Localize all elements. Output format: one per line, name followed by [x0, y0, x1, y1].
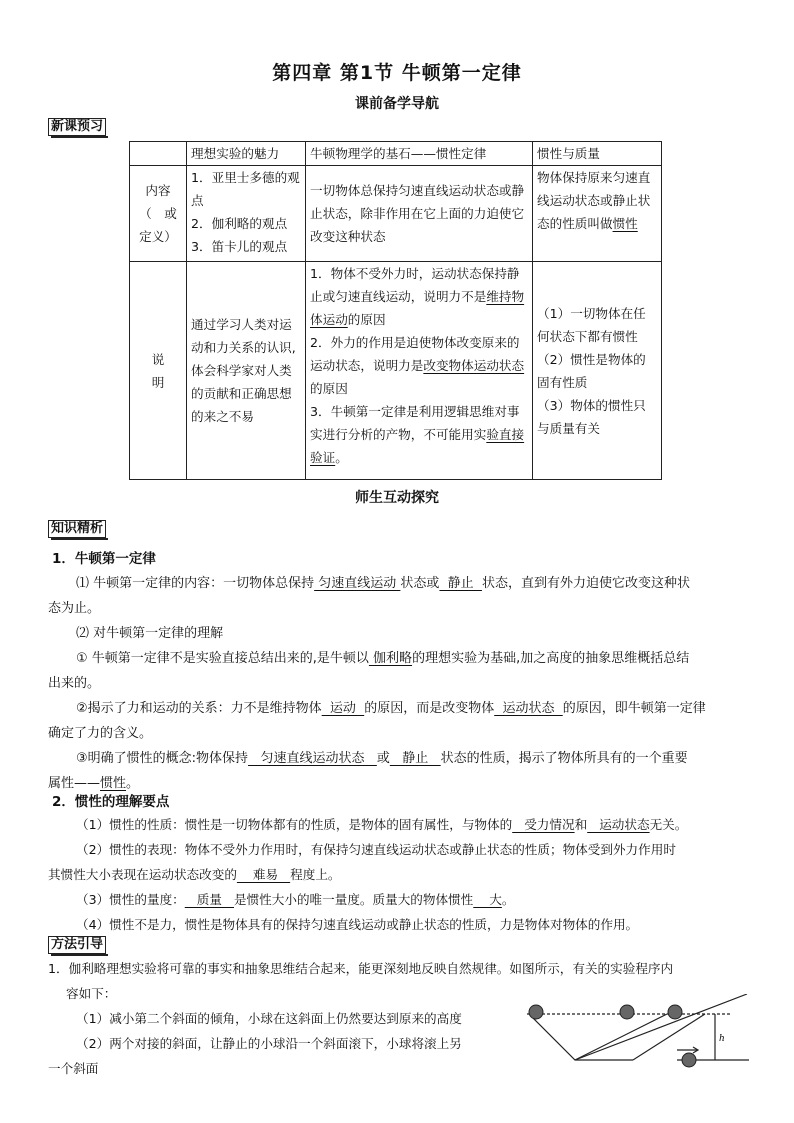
page-title: 第四章 第1节 牛顿第一定律 [272, 62, 522, 84]
steep-incline [575, 994, 747, 1060]
heading-inertia: 2．惯性的理解要点 [52, 794, 170, 810]
galileo-inclined-plane-figure [527, 994, 749, 1069]
tag-knowledge: 知识精析 [48, 520, 106, 538]
header-cell: 惯性与质量 [533, 142, 662, 166]
section-subtitle-interaction: 师生互动探究 [355, 490, 439, 506]
height-label: h [719, 1034, 725, 1044]
paragraph: （1）惯性的性质：惯性是一切物体都有的性质，是物体的固有属性，与物体的 受力情况和 运动状态无关。 （2）惯性的表现：物体不受外力作用时，有保持匀速直线运动状态或静止状态的性质；物体受到外力作用时 其惯性大小表现在运动状态改变的 难易 程度上。 （3）惯性的量度： 质量 是惯性大小的唯一量度。质量大的物体惯性 大。 （4）惯性不是力，惯性是物体具有的保持匀速直线运动或静止状态的性质，力是物体对物体的作用。 [48, 817, 688, 932]
table-header-row [130, 142, 662, 166]
heading-newton-first-law: 1．牛顿第一定律 [52, 551, 156, 567]
table-cell: 通过学习人类对运动和力关系的认识,体会科学家对人类的贡献和正确思想的来之不易 [187, 262, 306, 480]
table-row [130, 262, 662, 480]
ball-ground [682, 1053, 696, 1067]
table-cell: 1．亚里士多德的观点 2．伽利略的观点 3．笛卡儿的观点 [187, 166, 306, 262]
row-label: 内容 （ 或 定义） [130, 166, 187, 262]
table-cell: 物体保持原来匀速直线运动状态或静止状态的性质叫做惯性 [533, 166, 662, 262]
table-cell: 1．物体不受外力时，运动状态保持静止或匀速直线运动，说明力不是维持物体运动的原因 2．外力的作用是迫使物体改变原来的运动状态，说明力是改变物体运动状态的原因 3．牛顿第一定律是利用逻辑思维对事实进行分析的产物，不可能用实验直接验证。 [306, 262, 533, 480]
tag-preview: 新课预习 [48, 118, 106, 136]
ball-left [529, 1005, 543, 1019]
summary-table [129, 141, 662, 480]
table-row [130, 166, 662, 262]
table-cell: （1）一切物体在任何状态下都有惯性 （2）惯性是物体的固有性质 （3）物体的惯性只与质量有关 [533, 262, 662, 480]
incline-path [529, 1014, 633, 1060]
right-incline [633, 1014, 705, 1060]
section-subtitle-preview: 课前备学导航 [355, 96, 439, 112]
header-cell: 牛顿物理学的基石——惯性定律 [306, 142, 533, 166]
row-label: 说 明 [130, 262, 187, 480]
table-cell: 一切物体总保持匀速直线运动状态或静止状态，除非作用在它上面的力迫使它改变这种状态 [306, 166, 533, 262]
ball-middle [620, 1005, 634, 1019]
header-cell: 理想实验的魅力 [187, 142, 306, 166]
paragraph: ⑴ 牛顿第一定律的内容：一切物体总保持 匀速直线运动 状态或 静止 状态，直到有外力迫使它改变这种状 态为止。 ⑵ 对牛顿第一定律的理解 ① 牛顿第一定律不是实验直接总结出来的,是牛顿以 伽利略的理想实验为基础,加之高度的抽象思维概括总结 出来的。 ②揭示了力和运动的关系：力不是维持物体 运动 的原因，而是改变物体 运动状态 的原因，即牛顿第一定律 确定了力的含义。 ③明确了惯性的概念:物体保持 匀速直线运动状态 或 静止 状态的性质，揭示了物体所具有的一个重要 属性——惯性。 [48, 576, 706, 791]
medium-incline [575, 1014, 667, 1060]
paragraph: 1．伽利略理想实验将可靠的事实和抽象思维结合起来，能更深刻地反映自然规律。如图所示，有关的实验程序内 容如下： （1）减小第二个斜面的倾角，小球在这斜面上仍然要达到原来的高度 （2）两个对接的斜面，让静止的小球沿一个斜面滚下，小球将滚上另 一个斜面 [48, 961, 674, 1076]
ball-right [668, 1005, 682, 1019]
tag-method: 方法引导 [48, 936, 106, 954]
